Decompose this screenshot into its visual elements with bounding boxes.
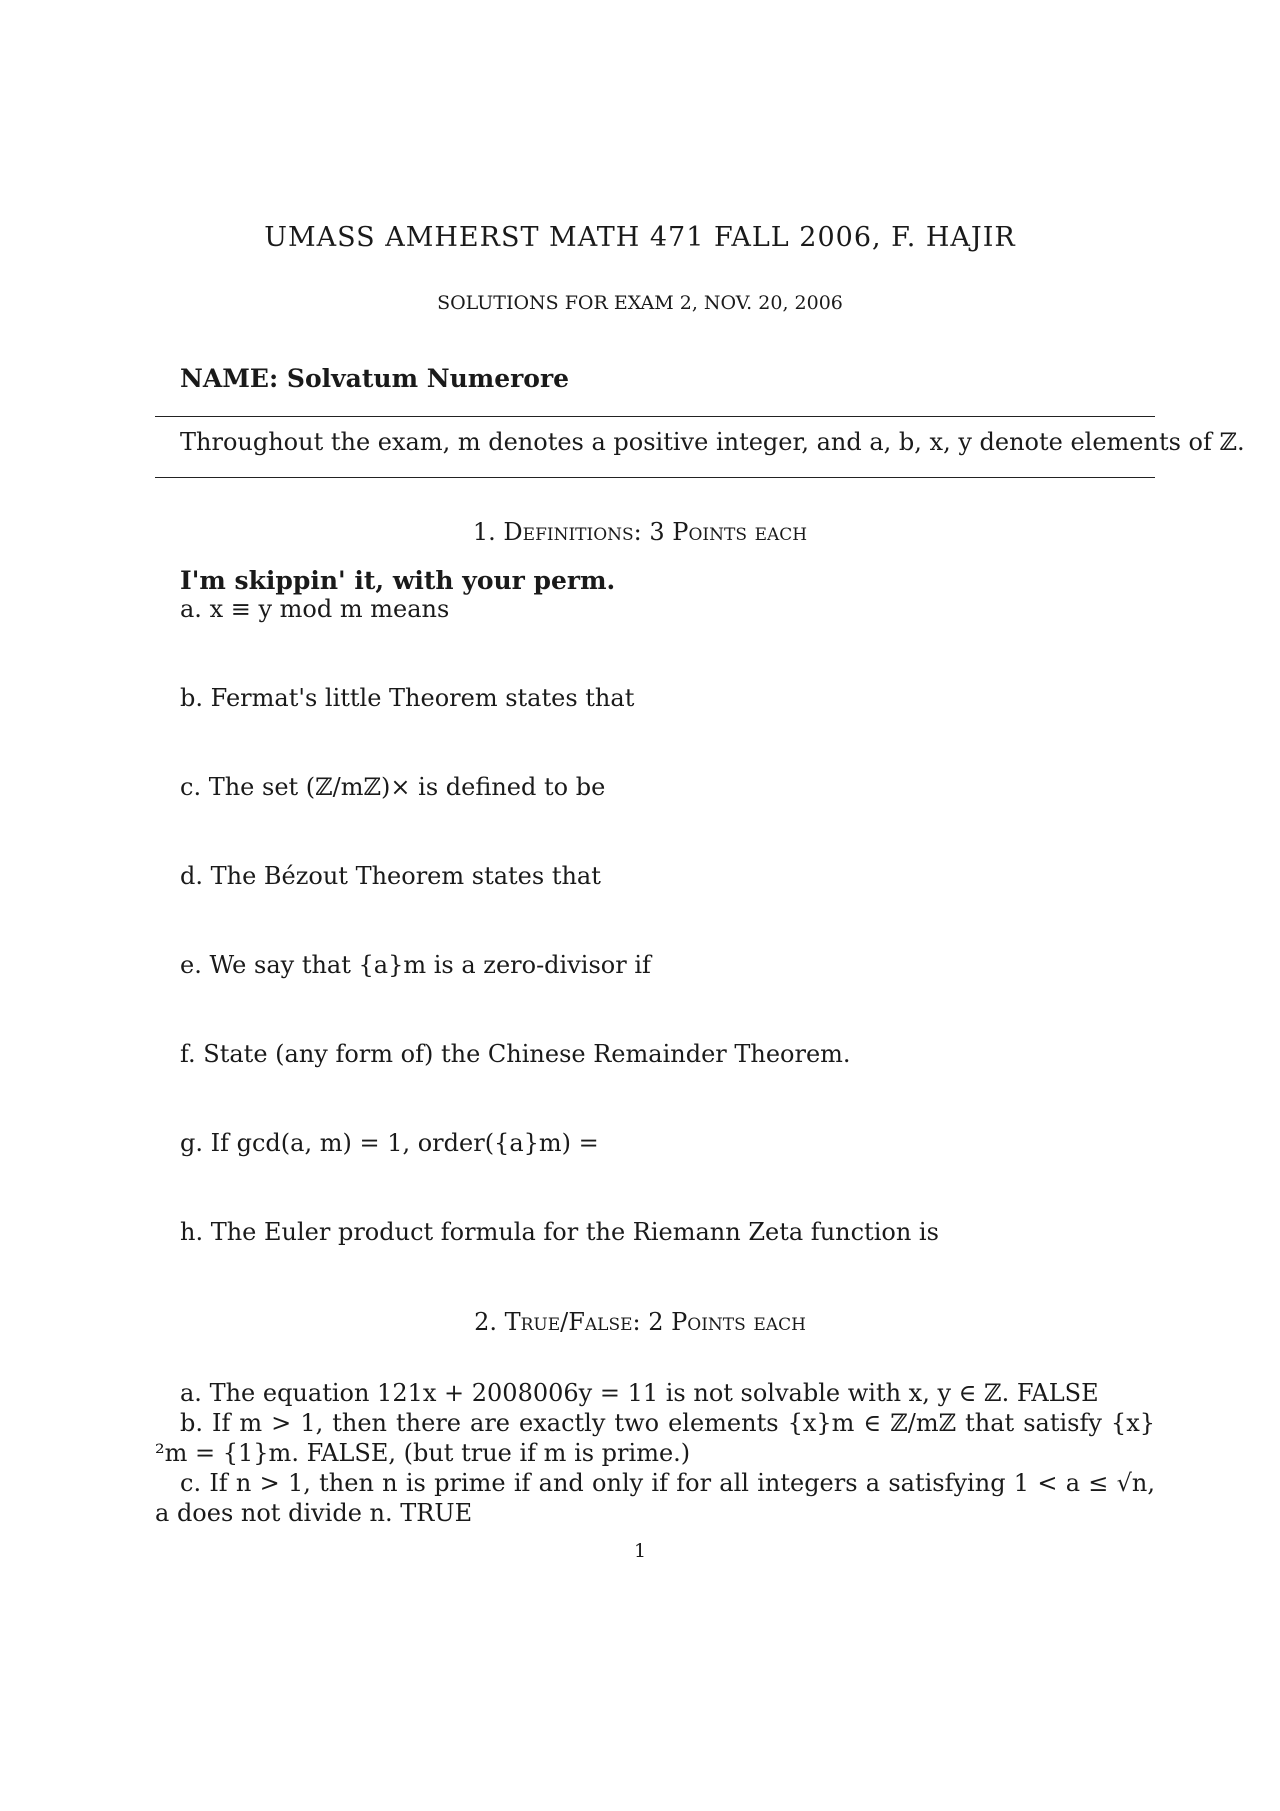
true-false-a: a. The equation 121x + 2008006y = 11 is not solvable with x, y ∈ ℤ. FALSE <box>180 1379 1099 1407</box>
definition-e: e. We say that {a}m is a zero-divisor if <box>180 951 651 979</box>
exam-subtitle: SOLUTIONS FOR EXAM 2, NOV. 20, 2006 <box>437 292 843 314</box>
definition-b: b. Fermat's little Theorem states that <box>180 684 635 712</box>
section-1-number: 1. <box>472 518 496 546</box>
definition-d: d. The Bézout Theorem states that <box>180 862 601 890</box>
definition-a: a. x ≡ y mod m means <box>180 595 450 623</box>
section-2-number: 2. <box>474 1308 497 1336</box>
section-1-heading <box>0 518 1280 546</box>
bottom-divider <box>155 477 1155 478</box>
exam-title: UMASS AMHERST MATH 471 FALL 2006, F. HAJIR <box>264 222 1016 253</box>
section-1-title: Definitions: 3 Points each <box>503 518 808 546</box>
definition-f: f. State (any form of) the Chinese Remainder Theorem. <box>180 1040 851 1068</box>
definition-c: c. The set (ℤ/mℤ)× is defined to be <box>180 773 606 801</box>
top-divider <box>155 416 1155 417</box>
section-2-heading <box>0 1308 1280 1336</box>
section-2-title: True/False: 2 Points each <box>504 1308 806 1336</box>
page-number: 1 <box>633 1540 647 1562</box>
true-false-list <box>155 1378 1155 1528</box>
intro-text: Throughout the exam, m denotes a positive integer, and a, b, x, y denote elements of ℤ. <box>180 428 1245 456</box>
student-name: NAME: Solvatum Numerore <box>180 364 570 393</box>
definition-g: g. If gcd(a, m) = 1, order({a}m) = <box>180 1129 599 1157</box>
true-false-b: b. If m > 1, then there are exactly two elements {x}m ∈ ℤ/mℤ that satisfy {x}²m = {1}m. FALSE, (but true if m is prime.) <box>155 1409 1155 1467</box>
definition-h: h. The Euler product formula for the Riemann Zeta function is <box>180 1218 939 1246</box>
section-1-note: I'm skippin' it, with your perm. <box>180 566 616 595</box>
true-false-c: c. If n > 1, then n is prime if and only if for all integers a satisfying 1 < a ≤ √n, a does not divide n. TRUE <box>155 1469 1155 1527</box>
